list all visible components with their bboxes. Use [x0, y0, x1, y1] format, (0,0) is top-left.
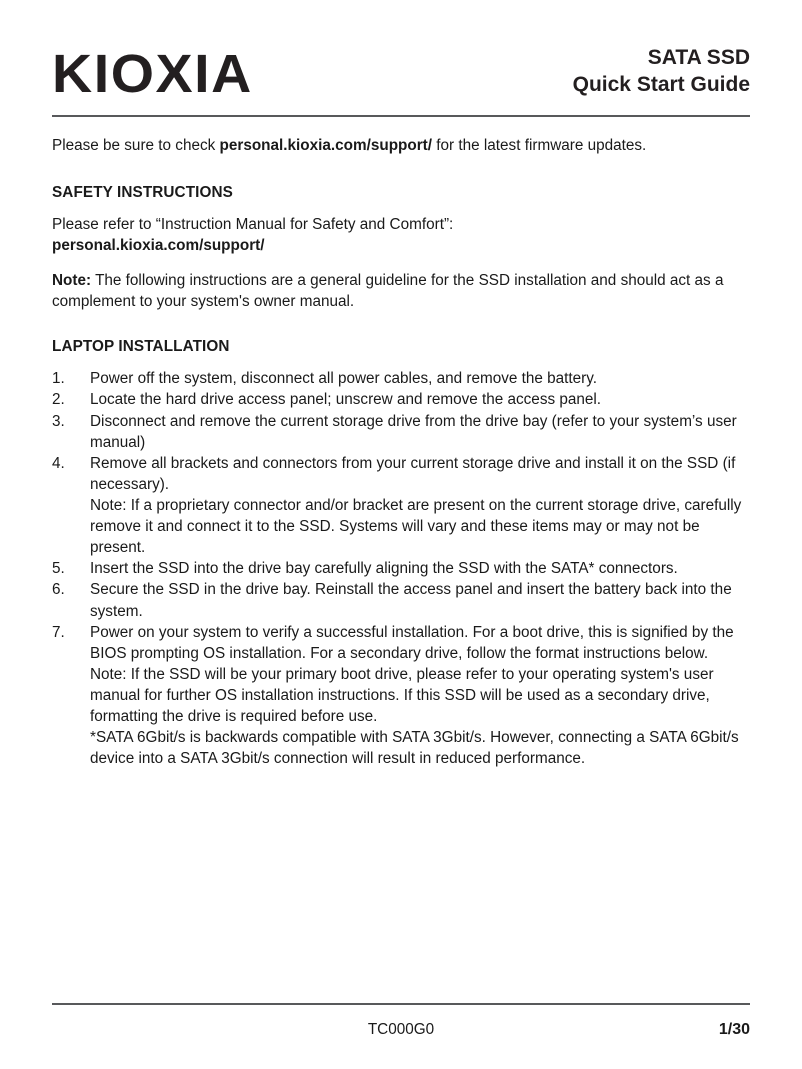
step-number: 1. [52, 370, 65, 388]
page-footer [52, 1003, 750, 1043]
step-number: 7. [52, 623, 65, 641]
step-text-group [90, 622, 750, 770]
list-item [52, 453, 750, 559]
step-number: 2. [52, 391, 65, 409]
safety-instructions-heading: SAFETY INSTRUCTIONS [52, 183, 233, 201]
document-title [573, 44, 750, 101]
safety-support-link: personal.kioxia.com/support/ [52, 236, 265, 254]
step-text-group [90, 453, 750, 559]
step-text: Power off the system, disconnect all power cables, and remove the battery. [90, 370, 598, 388]
footer-row [52, 1021, 750, 1043]
document-title-line2: Quick Start Guide [572, 73, 750, 97]
list-item [52, 389, 750, 410]
safety-paragraph [52, 214, 750, 256]
intro-text-after: for the latest firmware updates. [432, 136, 647, 154]
document-body [52, 117, 750, 770]
sata-footnote: *SATA 6Gbit/s is backwards compatible with SATA 3Gbit/s. However, connecting a SATA 6Gbit/s device into a SATA 3Gbit/s connection will result in reduced performance. [90, 729, 739, 768]
list-item [52, 579, 750, 621]
kioxia-logo: KIOXIA [52, 43, 253, 104]
step-number: 5. [52, 560, 65, 578]
step-number: 3. [52, 412, 65, 430]
step-text: Power on your system to verify a successful installation. For a boot drive, this is signified by the BIOS prompting OS installation. For a secondary drive, follow the format instructions below. [90, 623, 734, 662]
list-item [52, 411, 750, 453]
list-item [52, 558, 750, 579]
step-text: Locate the hard drive access panel; unscrew and remove the access panel. [90, 391, 602, 409]
list-item [52, 622, 750, 770]
footer-divider [52, 1003, 750, 1005]
step-text: Secure the SSD in the drive bay. Reinstall the access panel and insert the battery back into the system. [90, 581, 732, 620]
intro-text-before: Please be sure to check [52, 136, 220, 154]
general-note-paragraph [52, 270, 750, 312]
step-text: Remove all brackets and connectors from your current storage drive and install it on the SSD (if necessary). [90, 454, 736, 493]
step-number: 6. [52, 581, 65, 599]
list-item [52, 368, 750, 389]
intro-support-link: personal.kioxia.com/support/ [219, 136, 433, 154]
laptop-installation-heading: LAPTOP INSTALLATION [52, 338, 230, 356]
page-header [52, 0, 750, 107]
document-code: TC000G0 [367, 1021, 435, 1038]
intro-paragraph [52, 135, 750, 156]
note-label: Note: [52, 272, 92, 290]
step-note: Note: If a proprietary connector and/or bracket are present on the current storage drive, carefully remove it and connect it to the SSD. Systems will vary and these items may or may not be present. [90, 497, 742, 557]
step-number: 4. [52, 454, 65, 472]
safety-text: Please refer to “Instruction Manual for Safety and Comfort”: [52, 215, 454, 233]
step-note: Note: If the SSD will be your primary boot drive, please refer to your operating system's user manual for further OS installation instructions. If this SSD will be used as a secondary drive, formatting the drive is required before use. [90, 665, 714, 726]
document-title-line1: SATA SSD [647, 46, 750, 69]
laptop-installation-steps [52, 368, 750, 769]
note-text: The following instructions are a general guideline for the SSD installation and should act as a complement to your system's owner manual. [52, 272, 724, 311]
step-text: Insert the SSD into the drive bay carefully aligning the SSD with the SATA* connectors. [90, 560, 678, 578]
page-number: 1/30 [718, 1021, 750, 1038]
step-text: Disconnect and remove the current storage drive from the drive bay (refer to your system’s user manual) [90, 412, 737, 451]
